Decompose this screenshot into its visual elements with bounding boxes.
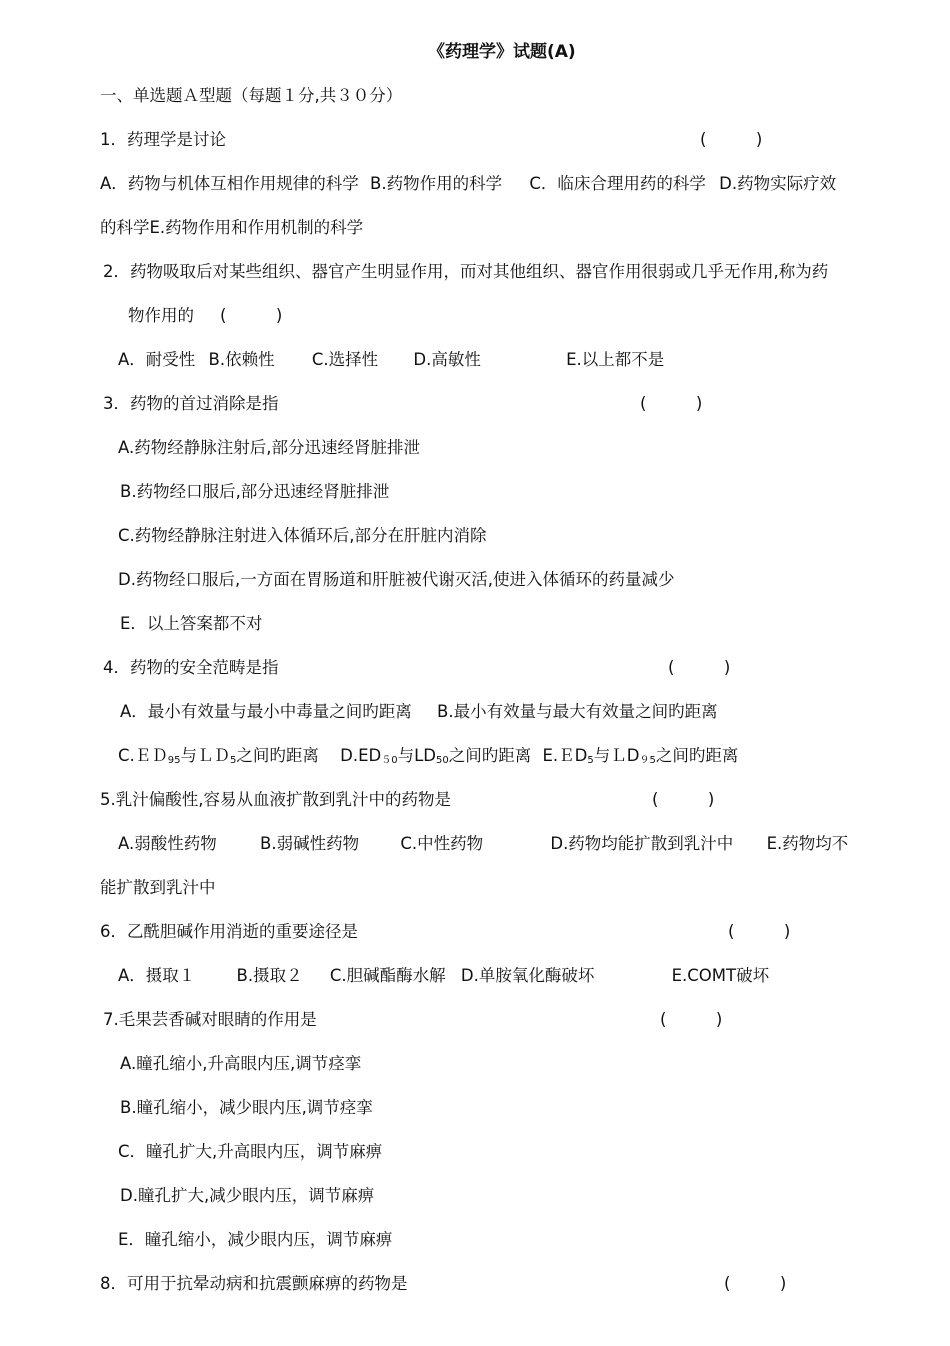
q7-option-c: C．瞳孔扩大,升高眼内压，调节麻痹: [118, 1142, 383, 1161]
q6-stem: 6．乙酰胆碱作用消逝的重要途径是: [100, 922, 358, 941]
q8-answer-blank: ( ): [724, 1274, 787, 1293]
q5-option-a: A.弱酸性药物: [118, 834, 217, 853]
q2-stem-cont: 物作用的: [128, 306, 194, 325]
q4-option-b: B.最小有效量与最大有效量之间旳距离: [437, 702, 718, 721]
q5-answer-blank: ( ): [652, 790, 715, 809]
q2-options: [118, 348, 664, 372]
q6-option-d: D.单胺氧化酶破坏: [460, 966, 595, 985]
q1-option-b: B.药物作用的科学: [370, 174, 503, 193]
q6-option-b: B.摄取２: [236, 966, 303, 985]
q4-option-d: $D.ED_{50}$与$LD_{50}$之间旳距离: [340, 746, 532, 766]
q3-option-a: A.药物经静脉注射后,部分迅速经肾脏排泄: [118, 438, 420, 457]
q6-option-a: A．摄取１: [118, 966, 196, 985]
q8-stem: 8．可用于抗晕动病和抗震颤麻痹的药物是: [100, 1274, 408, 1293]
q1-option-c: C．临床合理用药的科学: [529, 174, 706, 193]
q1-options-line2: [100, 216, 363, 240]
q4-option-a: A．最小有效量与最小中毒量之间旳距离: [120, 702, 412, 721]
q4-options-line2: [118, 744, 738, 773]
q1-option-d-cont: 的科学: [100, 218, 150, 237]
q4-option-c: C.ＥＤ$_{95}$与ＬＤ$_5$之间旳距离: [118, 746, 319, 766]
q2-option-b: B.依赖性: [208, 350, 275, 369]
q5-option-e-cont: 能扩散到乳汁中: [100, 878, 216, 897]
q1-option-d: D.药物实际疗效: [719, 174, 837, 193]
q2-option-e: E.以上都不是: [566, 350, 665, 369]
exam-title: 《药理学》试题(A): [428, 42, 576, 62]
q1-answer-blank: ( ): [700, 130, 763, 149]
q5-option-e: E.药物均不: [766, 834, 849, 853]
q5-stem: 5.乳汁偏酸性,容易从血液扩散到乳汁中的药物是: [100, 790, 451, 809]
q2-answer-blank: ( ): [220, 306, 283, 325]
q5-options-line1: [118, 832, 848, 856]
q2-option-a: A．耐受性: [118, 350, 196, 369]
q3-stem: 3．药物的首过消除是指: [103, 394, 279, 413]
q3-option-c: C.药物经静脉注射进入体循环后,部分在肝脏内消除: [118, 526, 487, 545]
q3-option-e: E．以上答案都不对: [120, 614, 263, 633]
q6-answer-blank: ( ): [728, 922, 791, 941]
q4-options-line1: [120, 700, 718, 724]
q1-option-a: A．药物与机体互相作用规律的科学: [100, 174, 359, 193]
q6-option-e: E.COMT破坏: [671, 966, 770, 985]
q1-stem: 1．药理学是讨论: [100, 130, 226, 149]
q3-answer-blank: ( ): [640, 394, 703, 413]
q7-answer-blank: ( ): [660, 1010, 723, 1029]
q5-option-b: B.弱碱性药物: [260, 834, 360, 853]
q7-option-b: B.瞳孔缩小，减少眼内压,调节痉挛: [120, 1098, 373, 1117]
q3-option-d: D.药物经口服后,一方面在胃肠道和肝脏被代谢灭活,使进入体循环的药量减少: [118, 570, 675, 589]
q5-option-c: C.中性药物: [400, 834, 484, 853]
q6-option-c: C.胆碱酯酶水解: [329, 966, 446, 985]
q2-option-c: C.选择性: [311, 350, 379, 369]
q7-option-e: E．瞳孔缩小，减少眼内压，调节麻痹: [118, 1230, 393, 1249]
q1-option-e: E.药物作用和作用机制的科学: [149, 218, 364, 237]
q6-options: [118, 964, 769, 988]
q4-option-e: E.ＥD$_5$与ＬD$_{95}$之间旳距离: [542, 746, 739, 766]
section-heading: 一、单选题Ａ型题（每题１分,共３０分）: [100, 86, 403, 105]
q4-answer-blank: ( ): [668, 658, 731, 677]
q1-options-line1: [100, 172, 836, 196]
q2-option-d: D.高敏性: [413, 350, 481, 369]
q7-stem: 7.毛果芸香碱对眼睛的作用是: [103, 1010, 317, 1029]
q5-option-d: D.药物均能扩散到乳汁中: [550, 834, 734, 853]
q4-stem: 4．药物的安全范畴是指: [103, 658, 279, 677]
q2-stem: 2．药物吸取后对某些组织、器官产生明显作用，而对其他组织、器官作用很弱或几乎无作用,称为药: [103, 262, 829, 281]
q3-option-b: B.药物经口服后,部分迅速经肾脏排泄: [120, 482, 390, 501]
q7-option-d: D.瞳孔扩大,减少眼内压，调节麻痹: [120, 1186, 375, 1205]
q7-option-a: A.瞳孔缩小,升高眼内压,调节痉挛: [120, 1054, 362, 1073]
